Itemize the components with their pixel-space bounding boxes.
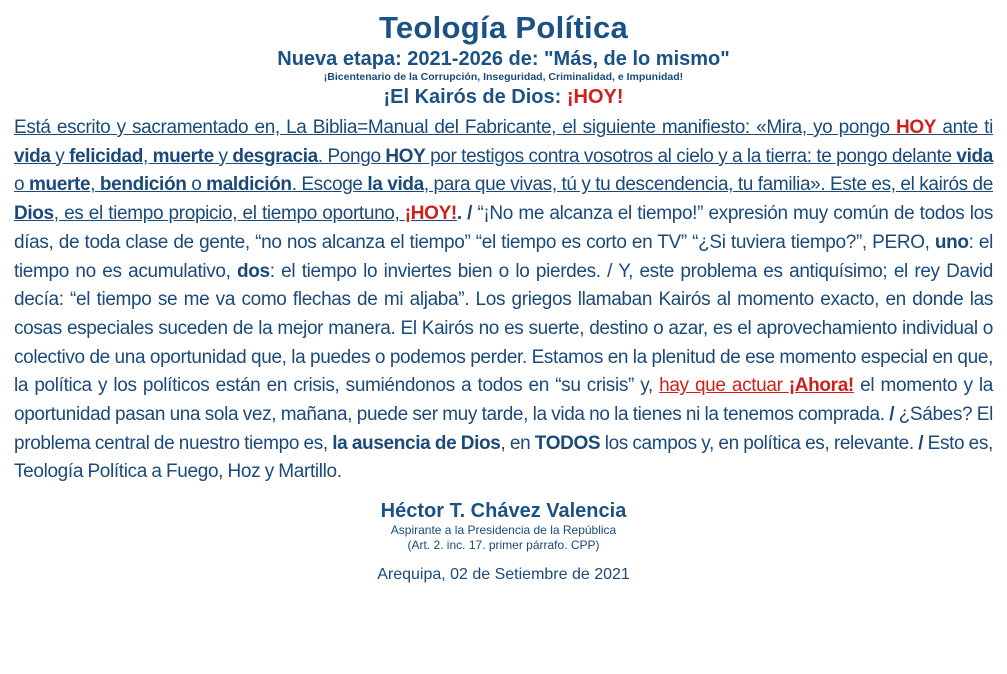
emphasis-bold: vida <box>956 145 994 167</box>
body-text: , <box>143 145 153 167</box>
body-text: : el tiempo no es acumulativo, <box>14 231 993 282</box>
cta-text: hay que actuar <box>659 375 789 397</box>
body-paragraph <box>14 114 993 487</box>
emphasis-bold: vida <box>14 145 51 167</box>
body-text: el momento y la oportunidad pasan una sola vez, mañana, puede ser muy tarde, la vida no la tienes ni la tenemos comprada. <box>14 375 993 426</box>
separator: / <box>918 432 924 454</box>
emphasis-bold: desgracia <box>232 145 318 167</box>
tagline: ¡Bicentenario de la Corrupción, Inseguridad, Criminalidad, e Impunidad! <box>323 71 684 83</box>
body-text: , <box>90 174 100 196</box>
emphasis-bold: HOY <box>385 145 426 167</box>
emphasis-bold: muerte <box>152 145 214 167</box>
emphasis-bold: bendición <box>99 174 187 196</box>
body-text: o <box>14 174 29 196</box>
body-text: Está escrito y sacramentado en, La Biblia=Manual del Fabricante, el siguiente manifiesto: «Mira, yo pongo <box>14 117 896 138</box>
page-subtitle: Nueva etapa: 2021-2026 de: "Más, de lo mismo" <box>277 48 730 70</box>
kairos-heading <box>14 84 993 110</box>
emphasis-red: HOY <box>895 117 937 138</box>
body-text: “¡No me alcanza el tiempo!” expresión muy común de todos los días, de toda clase de gente, “no nos alcanza el tiempo” “el tiempo es corto en TV” “¿Si tuviera tiempo?”, PERO, <box>14 203 993 253</box>
call-to-action <box>659 375 854 396</box>
emphasis-bold: Dios <box>14 203 54 225</box>
separator: . / <box>456 203 478 225</box>
body-text: Esto es, Teología Política a Fuego, Hoz y Martillo. <box>14 432 993 483</box>
kairos-highlight: ¡HOY! <box>566 86 624 108</box>
date-line: Arequipa, 02 de Setiembre de 2021 <box>377 566 630 584</box>
separator: / <box>889 404 895 426</box>
body-text: y <box>50 145 70 167</box>
body-text: . Pongo <box>317 145 386 167</box>
author-name: Héctor T. Chávez Valencia <box>380 500 627 523</box>
body-text: ¿Sábes? El problema central de nuestro tiempo es, <box>14 404 993 454</box>
body-text: , en <box>500 432 535 454</box>
body-text: y <box>213 145 233 167</box>
emphasis-bold: la vida <box>367 174 424 196</box>
emphasis-bold: uno <box>934 231 969 253</box>
body-text: o <box>186 174 207 196</box>
body-text: . Escoge <box>291 174 368 196</box>
cta-emphasis: ¡Ahora! <box>788 375 854 397</box>
emphasis-red: ¡HOY! <box>404 203 457 225</box>
body-text: , es el tiempo propicio, el tiempo oportuno, <box>53 203 405 225</box>
emphasis-bold: dos <box>237 260 270 282</box>
kairos-prefix: ¡El Kairós de Dios: <box>383 86 567 108</box>
emphasis-bold: la ausencia de Dios <box>332 432 501 454</box>
emphasis-bold: muerte <box>28 174 91 196</box>
author-role: Aspirante a la Presidencia de la República <box>390 523 617 538</box>
body-text: : el tiempo lo inviertes bien o lo pierdes. / Y, este problema es antiquísimo; el rey David decía: “el tiempo se me va como flechas de mi aljaba”. Los griegos llamaban Kairós al momento exacto, en donde las cosas especiales suceden de la mejor manera. El Kairós no es suerte, destino o azar, es el aprovechamiento individual o colectivo de una oportunidad que, la puedes o podemos perder. Estamos en la plenitud de ese momento especial en que, la política y los políticos están en crisis, sumiéndonos a todos en “su crisis” y, <box>14 260 993 397</box>
legal-reference: (Art. 2. inc. 17. primer párrafo. CPP) <box>407 538 600 553</box>
page-title: Teología Política <box>378 10 629 45</box>
body-text: los campos y, en política es, relevante. <box>600 432 919 454</box>
body-text: ante ti <box>936 117 993 138</box>
emphasis-bold: TODOS <box>534 432 601 454</box>
body-text: , para que vivas, tú y tu descendencia, tu familia». Este es, el kairós de <box>423 174 993 196</box>
body-text: por testigos contra vosotros al cielo y a la tierra: te pongo delante <box>425 145 957 167</box>
emphasis-bold: felicidad <box>69 145 144 167</box>
emphasis-bold: maldición <box>206 174 292 196</box>
